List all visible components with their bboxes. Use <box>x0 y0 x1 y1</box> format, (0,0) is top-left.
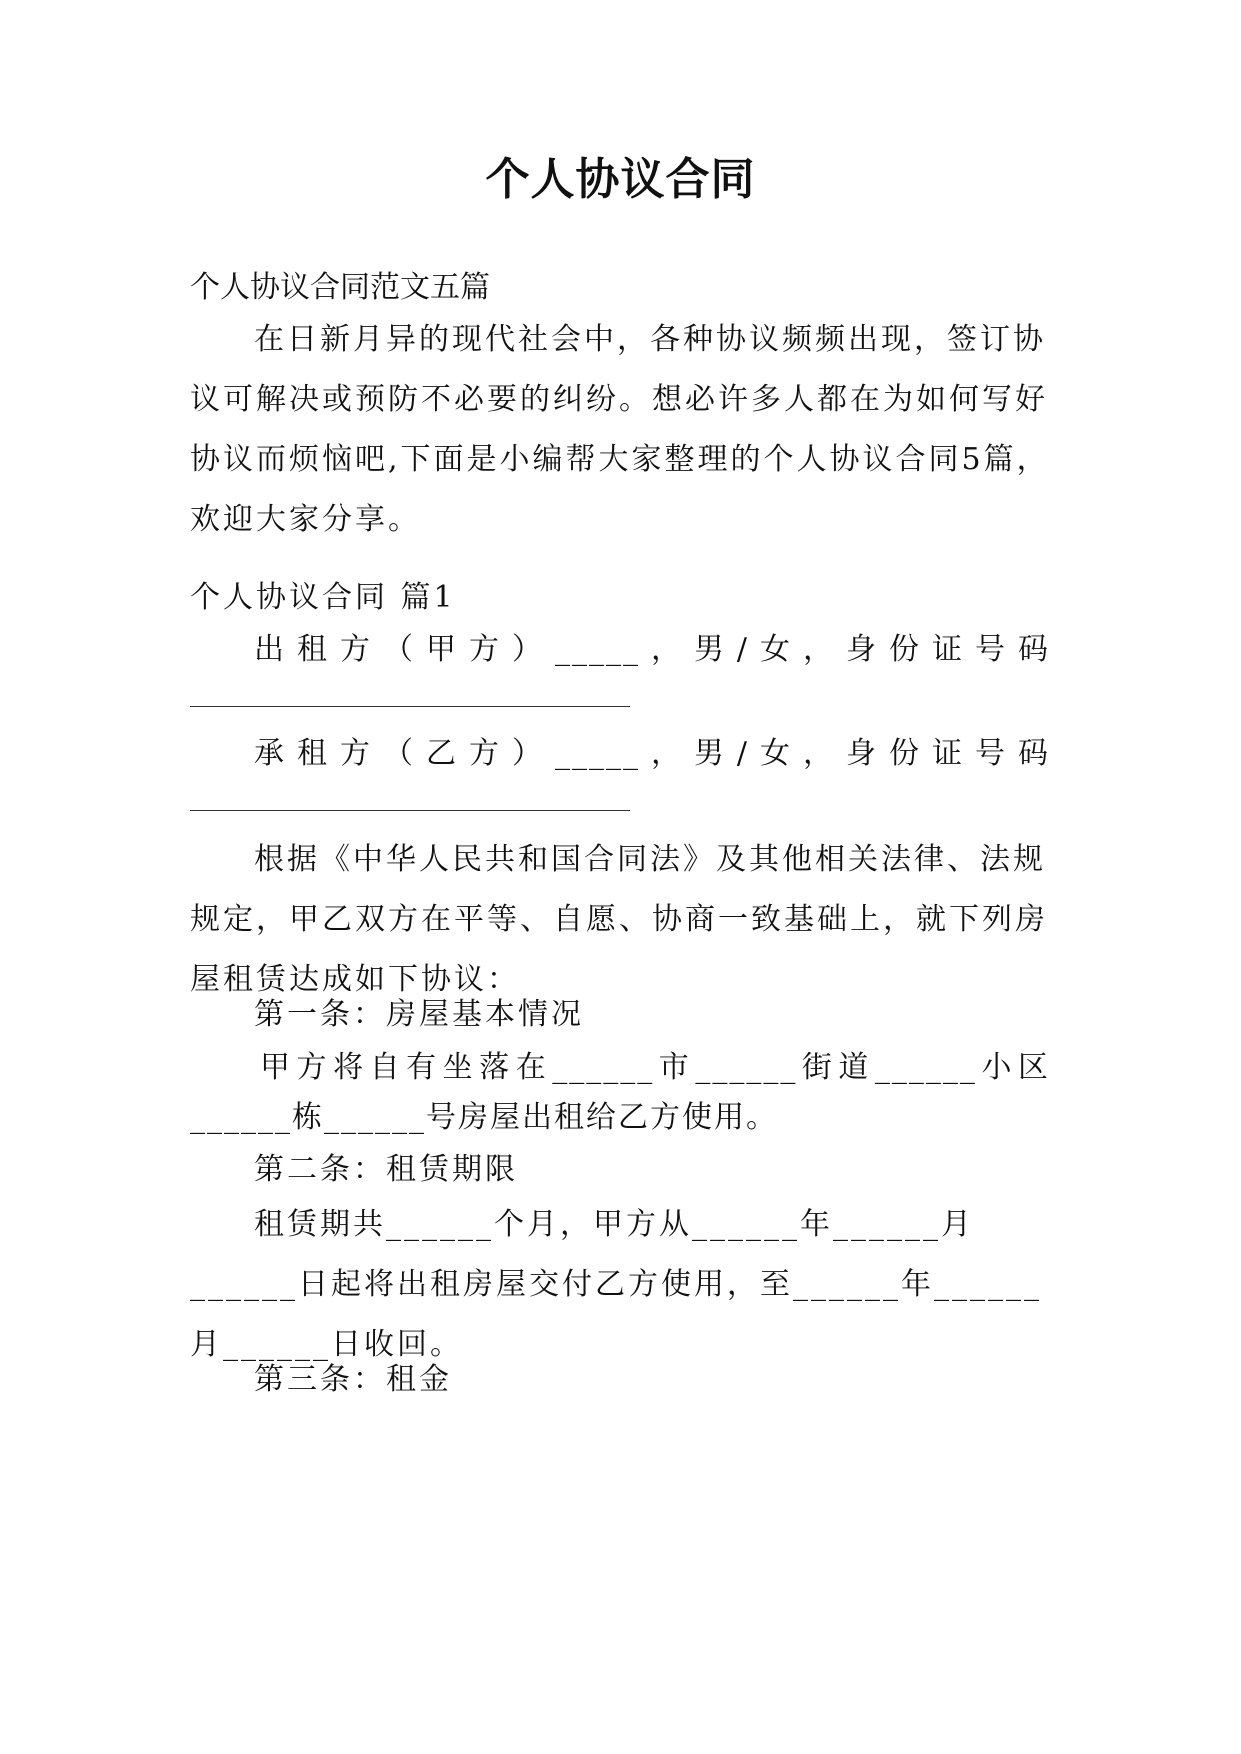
article-1-title: 第一条：房屋基本情况 <box>254 997 584 1032</box>
intro-paragraph: 在日新月异的现代社会中，各种协议频频出现，签订协议可解决或预防不必要的纠纷。想必许多人都在为如何写好协议而烦恼吧,下面是小编帮大家整理的个人协议合同5篇，欢迎大家分享。 <box>190 322 1050 537</box>
article-2-title: 第二条：租赁期限 <box>254 1152 518 1187</box>
article-1-line-2: ______栋______号房屋出租给乙方使用。 <box>190 1100 778 1135</box>
article-1-line-1: 甲方将自有坐落在______市______街道______小区 <box>260 1050 1050 1085</box>
party-b-line: 承租方（乙方）_____，男/女，身份证号码 <box>254 736 1050 771</box>
basis-paragraph: 根据《中华人民共和国合同法》及其他相关法律、法规规定，甲乙双方在平等、自愿、协商一致基础上，就下列房屋租赁达成如下协议： <box>190 842 1048 997</box>
article-2-body: 租赁期共______个月，甲方从______年______月______日起将出租房屋交付乙方使用，至______年______月______日收回。 <box>190 1207 1042 1362</box>
article-3-title: 第三条：租金 <box>254 1362 452 1397</box>
party-a-id-blank <box>190 700 630 707</box>
section-heading: 个人协议合同 篇1 <box>190 580 456 615</box>
document-title: 个人协议合同 <box>485 154 756 205</box>
party-a-line: 出租方（甲方）_____，男/女，身份证号码 <box>254 632 1050 667</box>
party-b-id-blank <box>190 804 630 811</box>
document-subtitle: 个人协议合同范文五篇 <box>190 270 490 305</box>
